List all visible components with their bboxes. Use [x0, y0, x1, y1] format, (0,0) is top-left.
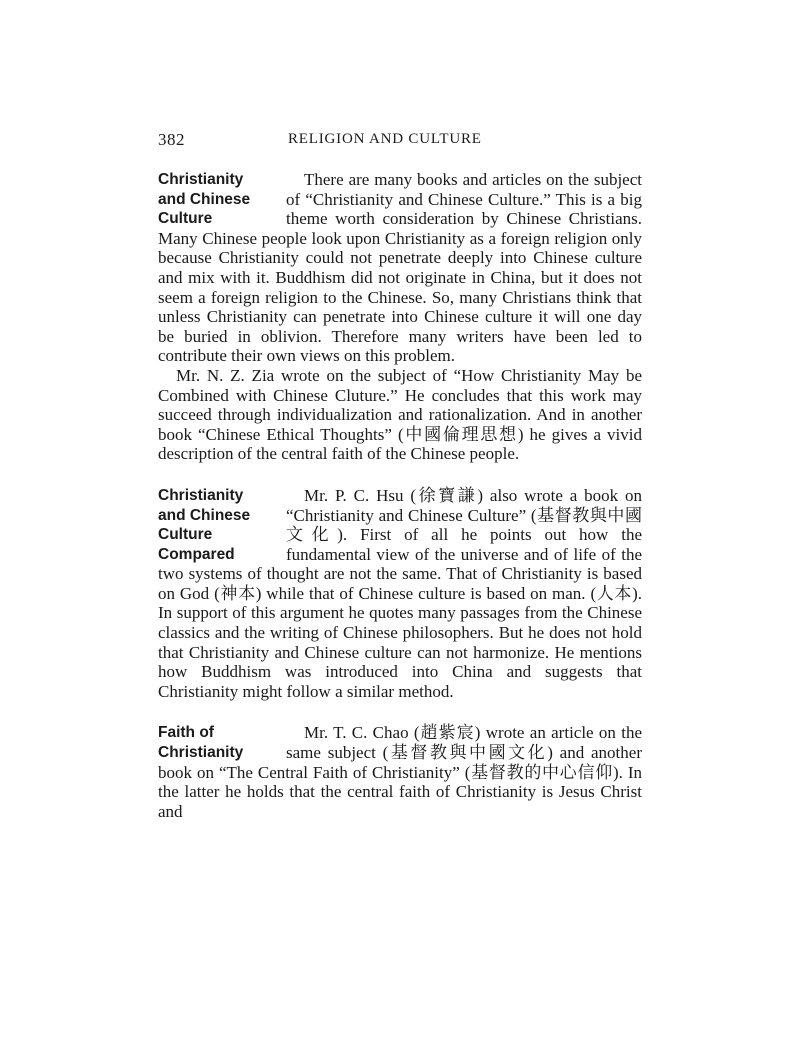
paragraph: Mr. N. Z. Zia wrote on the subject of “How Christianity May be Combined with Chinese Cluture.” He concludes that this work may succeed through individualization and rationalization. And in another book “Chinese Ethical Thoughts” (中國倫理思想) he gives a vivid description of the central faith of the Chinese people. [158, 365, 642, 464]
section-christianity-and-chinese-culture-compared [158, 486, 642, 702]
section-christianity-and-chinese-culture [158, 170, 642, 464]
side-heading: Christianity and Chinese Culture [158, 171, 251, 228]
section-faith-of-christianity [158, 723, 642, 821]
paragraph: Mr. P. C. Hsu (徐寶謙) also wrote a book on “Christianity and Chinese Culture” (基督教與中國文化). First of all he points out how the fundamental view of the universe and of life of the two systems of thought are not the same. That of Christianity is based on God (神本) while that of Chinese culture is based on man. (人本). In support of this argument he quotes many passages from the Chinese classics and the writing of Chinese philosophers. But he does not hold that Christianity and Chinese culture can not harmonize. He mentions how Buddhism was introduced into China and suggests that Christianity might follow a similar method. [158, 485, 642, 701]
paragraph: Mr. T. C. Chao (趙紫宸) wrote an article on the same subject (基督教與中國文化) and another book on “The Central Faith of Christianity” (基督教的中心信仰). In the latter he holds that the central faith of Christianity is Jesus Christ and [158, 723, 642, 821]
page-number: 382 [158, 130, 185, 149]
running-head: RELIGION AND CULTURE [288, 131, 482, 147]
paragraph: There are many books and articles on the subject of “Christianity and Chinese Culture.” This is a big theme worth consideration by Chinese Christians. Many Chinese people look upon Christianity as a foreign religion only because Christianity could not penetrate deeply into Chinese culture and mix with it. Buddhism did not originate in China, but it does not seem a foreign religion to the Chinese. So, many Christians think that unless Christianity can penetrate into Chinese culture it will one day be buried in oblivion. Therefore many writers have been led to contribute their own views on this problem. [158, 170, 642, 366]
page-header [158, 130, 642, 150]
page-body [158, 170, 642, 821]
side-heading: Faith of Christianity [158, 724, 244, 762]
side-heading: Christianity and Chinese Culture Compared [158, 486, 251, 563]
